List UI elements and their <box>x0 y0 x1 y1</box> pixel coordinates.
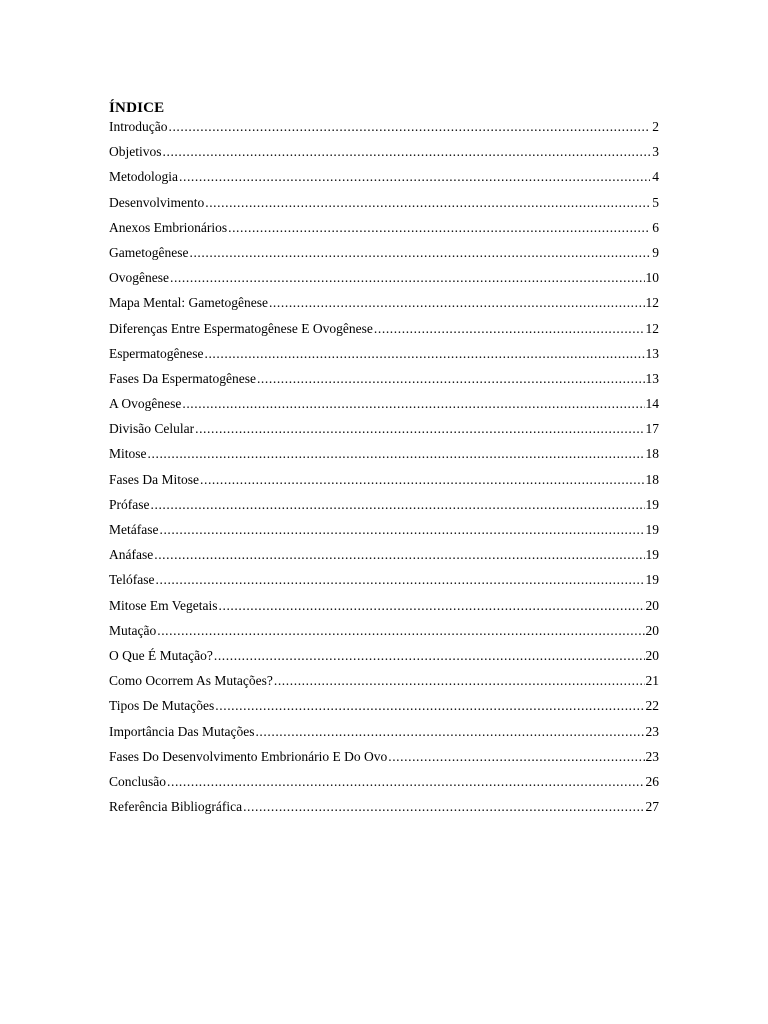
toc-page-number: 20 <box>645 647 659 663</box>
toc-page-number: 5 <box>652 194 659 210</box>
toc-leader-dots <box>388 747 644 767</box>
toc-entry[interactable] <box>109 722 659 747</box>
toc-leader-dots <box>157 621 644 641</box>
toc-entry[interactable] <box>109 747 659 772</box>
toc-entry-text: Importância Das Mutações <box>109 723 255 739</box>
toc-leader-dots <box>228 218 650 238</box>
toc-entry-text: Fases Da Espermatogênese <box>109 370 256 386</box>
toc-entry[interactable] <box>109 268 659 293</box>
toc-entry-text: Anexos Embrionários <box>109 219 228 235</box>
toc-entry[interactable] <box>109 218 659 243</box>
toc-entry-text: Mutação <box>109 622 157 638</box>
toc-entry-text: Ovogênese <box>109 270 169 286</box>
toc-leader-dots <box>257 369 645 389</box>
toc-leader-dots <box>163 142 651 162</box>
toc-leader-dots <box>179 167 650 187</box>
toc-leader-dots <box>243 797 644 817</box>
toc-entry-text: Mapa Mental: Gametogênese <box>109 295 268 311</box>
toc-entry[interactable] <box>109 193 659 218</box>
toc-entry[interactable] <box>109 394 659 419</box>
toc-page-number: 2 <box>652 119 659 134</box>
toc-entry-text: Mitose Em Vegetais <box>109 597 218 613</box>
toc-page-number: 22 <box>645 698 659 714</box>
toc-leader-dots <box>182 394 644 414</box>
toc-page-number: 9 <box>652 244 659 260</box>
toc-entry-text: Prófase <box>109 496 150 512</box>
toc-page-number: 18 <box>645 471 659 487</box>
toc-page-number: 26 <box>645 773 659 789</box>
toc-page-number: 13 <box>645 345 659 361</box>
toc-page-number: 23 <box>645 748 659 764</box>
toc-page-number: 13 <box>645 370 659 386</box>
toc-leader-dots <box>274 671 645 691</box>
toc-leader-dots <box>374 319 645 339</box>
toc-entry-text: Diferenças Entre Espermatogênese E Ovogênese <box>109 320 373 336</box>
toc-leader-dots <box>154 545 644 565</box>
toc-page-number: 19 <box>645 547 659 563</box>
toc-entry[interactable] <box>109 243 659 268</box>
toc-entry[interactable] <box>109 646 659 671</box>
toc-entry-text: Tipos De Mutações <box>109 698 215 714</box>
toc-page-number: 3 <box>652 144 659 160</box>
toc-leader-dots <box>167 772 645 792</box>
toc-entry[interactable] <box>109 772 659 797</box>
toc-entry-text: Como Ocorrem As Mutações? <box>109 673 273 689</box>
toc-entry-text: Fases Do Desenvolvimento Embrionário E Do Ovo <box>109 748 388 764</box>
toc-page-number: 17 <box>645 421 659 437</box>
toc-entry-text: Objetivos <box>109 144 162 160</box>
toc-leader-dots <box>151 495 645 515</box>
toc-entry[interactable] <box>109 696 659 721</box>
toc-entry-text: Espermatogênese <box>109 345 204 361</box>
toc-page-number: 19 <box>645 496 659 512</box>
toc-entry[interactable] <box>109 621 659 646</box>
toc-entry[interactable] <box>109 117 659 142</box>
toc-entry[interactable] <box>109 444 659 469</box>
toc-entry[interactable] <box>109 797 659 822</box>
toc-entry[interactable] <box>109 520 659 545</box>
toc-page-number: 20 <box>645 597 659 613</box>
toc-list <box>109 117 659 822</box>
toc-page-number: 19 <box>645 522 659 537</box>
toc-entry-text: O Que É Mutação? <box>109 647 213 663</box>
toc-page-number: 27 <box>645 799 659 815</box>
toc-page-number: 10 <box>645 270 659 286</box>
toc-entry-text: Introdução <box>109 119 168 134</box>
toc-entry[interactable] <box>109 470 659 495</box>
toc-page-number: 21 <box>645 673 659 689</box>
toc-entry[interactable] <box>109 596 659 621</box>
toc-page-number: 6 <box>652 219 659 235</box>
toc-leader-dots <box>204 344 644 364</box>
toc-leader-dots <box>168 117 650 137</box>
toc-leader-dots <box>200 470 645 490</box>
toc-entry-text: Mitose <box>109 446 147 462</box>
toc-entry-text: Conclusão <box>109 773 166 789</box>
toc-leader-dots <box>170 268 645 288</box>
toc-entry-text: Anáfase <box>109 547 154 563</box>
toc-entry[interactable] <box>109 671 659 696</box>
toc-leader-dots <box>255 722 644 742</box>
toc-entry-text: Fases Da Mitose <box>109 471 199 487</box>
toc-entry-text: Divisão Celular <box>109 421 195 437</box>
toc-page-number: 20 <box>645 622 659 638</box>
toc-entry[interactable] <box>109 495 659 520</box>
toc-entry[interactable] <box>109 570 659 595</box>
toc-entry[interactable] <box>109 545 659 570</box>
toc-entry-text: Desenvolvimento <box>109 194 205 210</box>
toc-entry[interactable] <box>109 319 659 344</box>
toc-leader-dots <box>189 243 650 263</box>
toc-entry-text: Metodologia <box>109 169 178 185</box>
toc-page-number: 14 <box>645 396 659 412</box>
toc-leader-dots <box>214 646 645 666</box>
toc-leader-dots <box>219 596 645 616</box>
toc-leader-dots <box>269 293 645 313</box>
toc-title: ÍNDICE <box>109 100 165 116</box>
toc-leader-dots <box>205 193 650 213</box>
toc-leader-dots <box>215 696 644 716</box>
toc-leader-dots <box>195 419 644 439</box>
toc-entry[interactable] <box>109 344 659 369</box>
toc-entry[interactable] <box>109 419 659 444</box>
toc-page-number: 12 <box>645 320 659 336</box>
toc-leader-dots <box>156 570 645 590</box>
toc-entry-text: Gametogênese <box>109 244 189 260</box>
toc-entry[interactable] <box>109 167 659 192</box>
toc-entry[interactable] <box>109 293 659 318</box>
toc-entry-text: A Ovogênese <box>109 396 182 412</box>
toc-entry[interactable] <box>109 142 659 167</box>
toc-entry-text: Telófase <box>109 572 155 588</box>
toc-leader-dots <box>148 444 645 464</box>
toc-page-number: 4 <box>652 169 659 185</box>
toc-entry-text: Metáfase <box>109 522 159 537</box>
toc-leader-dots <box>159 520 644 540</box>
toc-entry[interactable] <box>109 369 659 394</box>
toc-page-number: 18 <box>645 446 659 462</box>
toc-page-number: 12 <box>645 295 659 311</box>
toc-page-number: 23 <box>645 723 659 739</box>
toc-page-number: 19 <box>645 572 659 588</box>
toc-entry-text: Referência Bibliográfica <box>109 799 243 815</box>
